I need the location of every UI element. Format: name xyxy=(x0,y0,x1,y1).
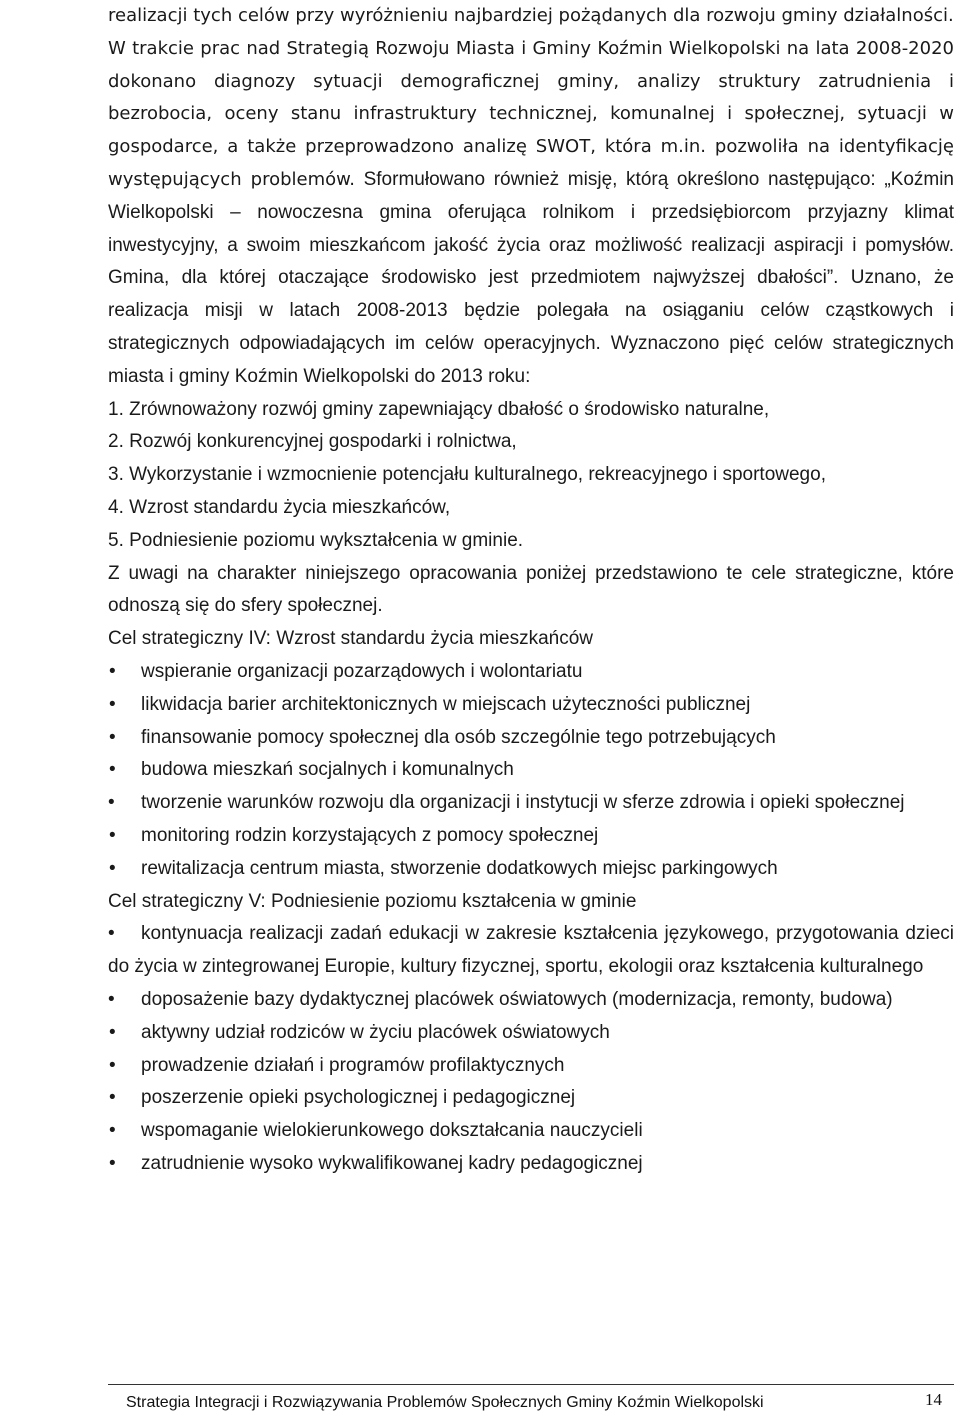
page-number: 14 xyxy=(925,1390,942,1409)
goal-item: 3. Wykorzystanie i wzmocnienie potencjału kulturalnego, rekreacyjnego i sportowego, xyxy=(108,464,826,486)
list-item: • kontynuacja realizacji zadań edukacji w zakresie kształcenia językowego, przygotowania dzieci do życia w zintegrowanej Europie, kultury fizycznej, sportu, ekologii oraz kształcenia kulturalnego xyxy=(108,918,954,984)
bullet-icon: • xyxy=(109,660,116,682)
list-item: • tworzenie warunków rozwoju dla organizacji i instytucji w sferze zdrowia i opieki społecznej xyxy=(108,787,954,820)
goal-4-list xyxy=(108,656,954,886)
list-item: • wspomaganie wielokierunkowego dokształcania nauczycieli xyxy=(108,1115,954,1148)
bullet-icon: • xyxy=(108,923,115,945)
bullet-icon: • xyxy=(109,1152,116,1174)
list-item: • zatrudnienie wysoko wykwalifikowanej kadry pedagogicznej xyxy=(108,1148,954,1181)
goal-5-list xyxy=(108,918,954,1180)
bullet-icon: • xyxy=(108,988,115,1010)
list-item: • poszerzenie opieki psychologicznej i pedagogicznej xyxy=(108,1082,954,1115)
goal-4-heading: Cel strategiczny IV: Wzrost standardu życia mieszkańców xyxy=(108,628,594,650)
bullet-icon: • xyxy=(109,1087,116,1109)
list-item: • rewitalizacja centrum miasta, stworzenie dodatkowych miejsc parkingowych xyxy=(108,853,954,886)
list-item: • wspieranie organizacji pozarządowych i wolontariatu xyxy=(108,656,954,689)
goal-item: 2. Rozwój konkurencyjnej gospodarki i rolnictwa, xyxy=(108,431,517,453)
bullet-icon: • xyxy=(109,726,116,748)
footer-title: Strategia Integracji i Rozwiązywania Problemów Społecznych Gminy Koźmin Wielkopolski xyxy=(126,1394,764,1411)
bullet-icon: • xyxy=(109,824,116,846)
bullet-icon: • xyxy=(109,857,116,879)
list-item: • monitoring rodzin korzystających z pomocy społecznej xyxy=(108,820,954,853)
note-paragraph: Z uwagi na charakter niniejszego opracowania poniżej przedstawiono te cele strategiczne, które odnoszą się do sfery społecznej. xyxy=(108,562,954,617)
goal-5-heading: Cel strategiczny V: Podniesienie poziomu kształcenia w gminie xyxy=(108,890,637,912)
goal-item: 1. Zrównoważony rozwój gminy zapewniający dbałość o środowisko naturalne, xyxy=(108,398,770,420)
list-item: • budowa mieszkań socjalnych i komunalnych xyxy=(108,754,954,787)
document-page xyxy=(108,0,954,1181)
intro-paragraph-2 xyxy=(108,33,954,394)
mission-text: Sformułowano również misję, którą określono następująco: „Koźmin Wielkopolski – nowoczesna gmina oferująca rolnikom i przedsiębiorcom przyjazny klimat inwestycyjny, a swoim mieszkańcom jakość życia oraz możliwość realizacji aspiracji i pomysłów. Gmina, dla której otaczające środowisko jest przedmiotem najwyższej dbałości”. Uznano, że realizacja misji w latach 2008-2013 będzie polegała na osiąganiu celów cząstkowych i strategicznych odpowiadających im celów operacyjnych. Wyznaczono pięć celów strategicznych miasta i gminy Koźmin Wielkopolski do 2013 roku: xyxy=(108,168,955,387)
goal-item: 4. Wzrost standardu życia mieszkańców, xyxy=(108,496,451,518)
strategic-goals-list xyxy=(108,394,954,558)
bullet-icon: • xyxy=(109,693,116,715)
bullet-icon: • xyxy=(109,759,116,781)
footer-divider xyxy=(108,1384,954,1385)
list-item: • prowadzenie działań i programów profilaktycznych xyxy=(108,1050,954,1083)
intro-paragraph-1: realizacji tych celów przy wyróżnieniu najbardziej pożądanych dla rozwoju gminy działalności. xyxy=(108,5,954,26)
list-item: • finansowanie pomocy społecznej dla osób szczególnie tego potrzebujących xyxy=(108,722,954,755)
bullet-icon: • xyxy=(109,1054,116,1076)
list-item: • likwidacja barier architektonicznych w miejscach użyteczności publicznej xyxy=(108,689,954,722)
bullet-icon: • xyxy=(109,1120,116,1142)
goal-item: 5. Podniesienie poziomu wykształcenia w gminie. xyxy=(108,529,524,551)
list-item: • aktywny udział rodziców w życiu placówek oświatowych xyxy=(108,1017,954,1050)
diagnosis-text: W trakcie prac nad Strategią Rozwoju Miasta i Gminy Koźmin Wielkopolski na lata 2008-2020 dokonano diagnozy sytuacji demograficznej gminy, analizy struktury zatrudnienia i bezrobocia, oceny stanu infrastruktury technicznej, komunalnej i społecznej, sytuacji w gospodarce, a także przeprowadzono analizę SWOT, która m.in. pozwoliła na identyfikację występujących problemów. xyxy=(108,37,954,190)
bullet-icon: • xyxy=(109,1021,116,1043)
list-item: • doposażenie bazy dydaktycznej placówek oświatowych (modernizacja, remonty, budowa) xyxy=(108,984,954,1017)
bullet-icon: • xyxy=(108,792,115,814)
